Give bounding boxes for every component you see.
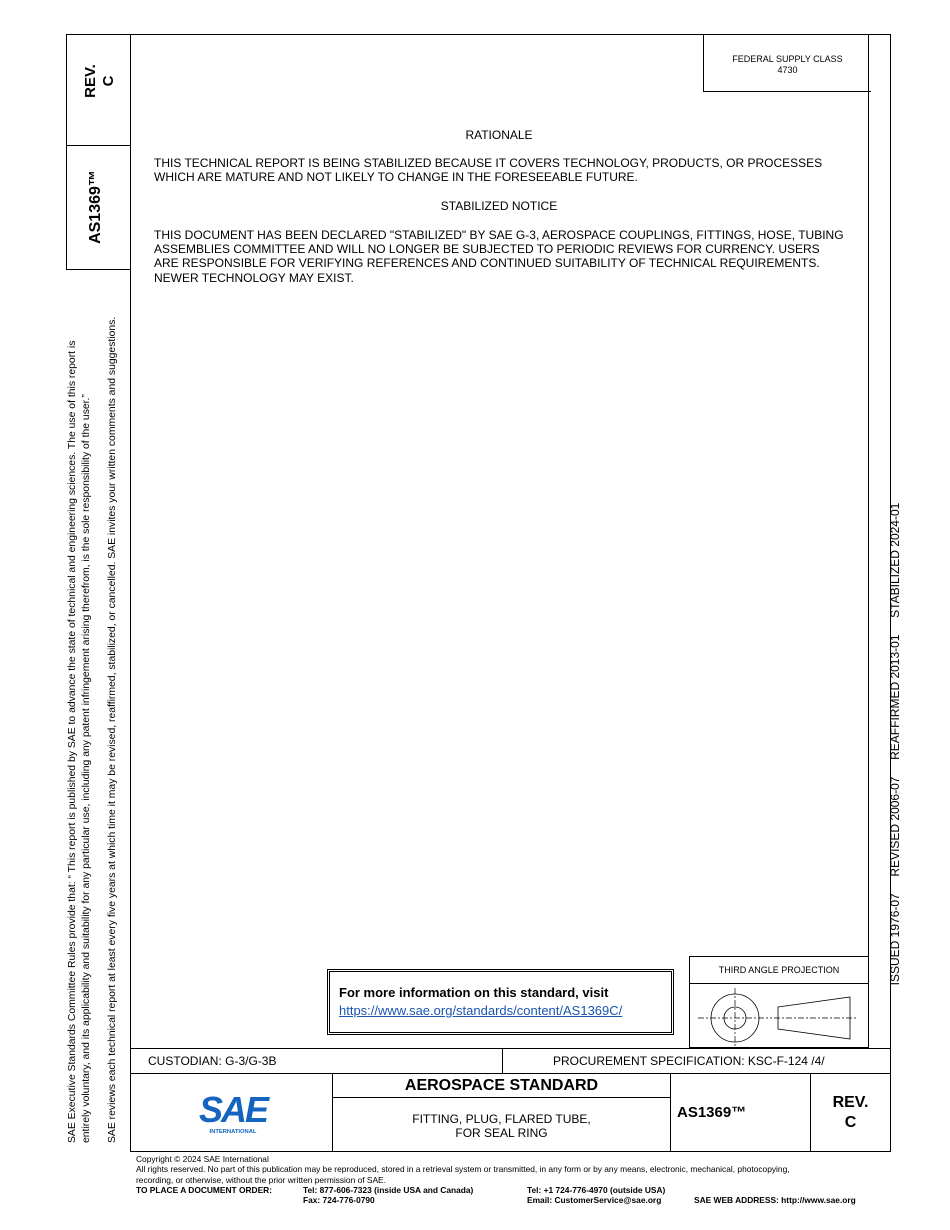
custodian-row	[130, 1048, 891, 1074]
document-title-line1: FITTING, PLUG, FLARED TUBE,	[412, 1112, 591, 1126]
document-type: AEROSPACE STANDARD	[404, 1077, 599, 1094]
rationale-text: THIS TECHNICAL REPORT IS BEING STABILIZED BECAUSE IT COVERS TECHNOLOGY, PRODUCTS, OR PROCESSES WHICH ARE MATURE AND NOT LIKELY TO CHANGE IN THE FORESEEABLE FUTURE.	[154, 156, 823, 185]
stabilized-notice-text: THIS DOCUMENT HAS BEEN DECLARED "STABILIZED" BY SAE G-3, AEROSPACE COUPLINGS, FITTINGS, HOSE, TUBING ASSEMBLIES COMMITTEE AND WILL NO LONGER BE SUBJECTED TO PERIODIC REVIEWS FOR CURRENCY. USERS ARE RESPONSIBLE FOR VERIFYING REFERENCES AND CONTINUED SUITABILITY OF TECHNICAL REQUIREMENTS. NEWER TECHNOLOGY MAY EXIST.	[154, 228, 844, 285]
document-title-line2: FOR SEAL RING	[455, 1126, 548, 1140]
projection-symbol-icon	[690, 984, 868, 1048]
svg-text:INTERNATIONAL: INTERNATIONAL	[209, 1129, 257, 1135]
document-history: ISSUED 1976-07 REVISED 2006-07 REAFFIRMED 2013-01 STABILIZED 2024-01	[888, 502, 902, 986]
frame-right-a	[868, 34, 869, 1048]
sae-logo	[196, 1090, 270, 1136]
frame-tab-divider	[66, 145, 130, 146]
footer-email: Email: CustomerService@sae.org	[527, 1195, 662, 1206]
side-note-2: entirely voluntary, and its applicability and suitability for any particular use, including any patent infringement arising therefrom, is the sole responsibility of the user.”	[81, 394, 92, 1143]
frame-tab-bottom	[66, 269, 130, 270]
footer	[136, 1154, 916, 1206]
footer-tel-us: Tel: 877-606-7323 (inside USA and Canada)	[303, 1185, 474, 1196]
frame-inner-left	[130, 34, 131, 1152]
footer-order-label: TO PLACE A DOCUMENT ORDER:	[136, 1185, 273, 1196]
sae-logo-icon	[196, 1090, 270, 1136]
frame-top-left	[66, 34, 130, 35]
rationale-heading: RATIONALE	[465, 128, 533, 142]
footer-copyright: Copyright © 2024 SAE International	[136, 1154, 269, 1164]
side-note-1: SAE Executive Standards Committee Rules provide that: “ This report is published by SAE to advance the state of technical and engineering sciences. The use of this report is	[67, 340, 78, 1143]
footer-web: SAE WEB ADDRESS: http://www.sae.org	[694, 1195, 856, 1206]
title-block-rev-letter: C	[844, 1114, 857, 1131]
doc-number-tab-text: AS1369™	[87, 170, 104, 244]
side-note-3: SAE reviews each technical report at least every five years at which time it may be revised, reaffirmed, stabilized, or cancelled. SAE invites your written comments and suggestions.	[107, 316, 118, 1143]
rev-tab-letter: C	[100, 75, 117, 87]
svg-text:SAE: SAE	[198, 1090, 268, 1130]
title-block-rev	[811, 1093, 890, 1133]
info-box	[327, 969, 674, 1035]
rev-tab-rev: REV.	[82, 64, 99, 98]
title-block-number: AS1369™	[677, 1104, 747, 1121]
stabilized-notice-heading: STABILIZED NOTICE	[440, 199, 558, 213]
doc-number-tab	[86, 166, 106, 248]
federal-supply-label: FEDERAL SUPPLY CLASS	[732, 54, 843, 64]
footer-rights-1: All rights reserved. No part of this publication may be reproduced, stored in a retrieval system or transmitted, in any form or by any means, electronic, mechanical, photocopying,	[136, 1164, 790, 1175]
procurement-text: PROCUREMENT SPECIFICATION: KSC-F-124 /4/	[553, 1054, 825, 1068]
projection-box	[689, 956, 869, 1048]
projection-label: THIRD ANGLE PROJECTION	[690, 957, 868, 984]
custodian-text: CUSTODIAN: G-3/G-3B	[148, 1054, 277, 1068]
footer-tel-intl: Tel: +1 724-776-4970 (outside USA)	[527, 1185, 666, 1196]
rev-tab	[82, 46, 118, 116]
footer-rights-2: recording, or otherwise, without the prior written permission of SAE.	[136, 1174, 386, 1185]
document-title	[333, 1112, 670, 1140]
footer-fax: Fax: 724-776-0790	[303, 1195, 375, 1206]
standard-link[interactable]: https://www.sae.org/standards/content/AS1369C/	[339, 1003, 623, 1018]
federal-supply-box	[703, 34, 871, 92]
federal-supply-value: 4730	[777, 65, 798, 75]
title-block-rev-label: REV.	[832, 1094, 869, 1111]
frame-left	[66, 34, 67, 270]
info-box-text: For more information on this standard, visit	[339, 985, 609, 1000]
